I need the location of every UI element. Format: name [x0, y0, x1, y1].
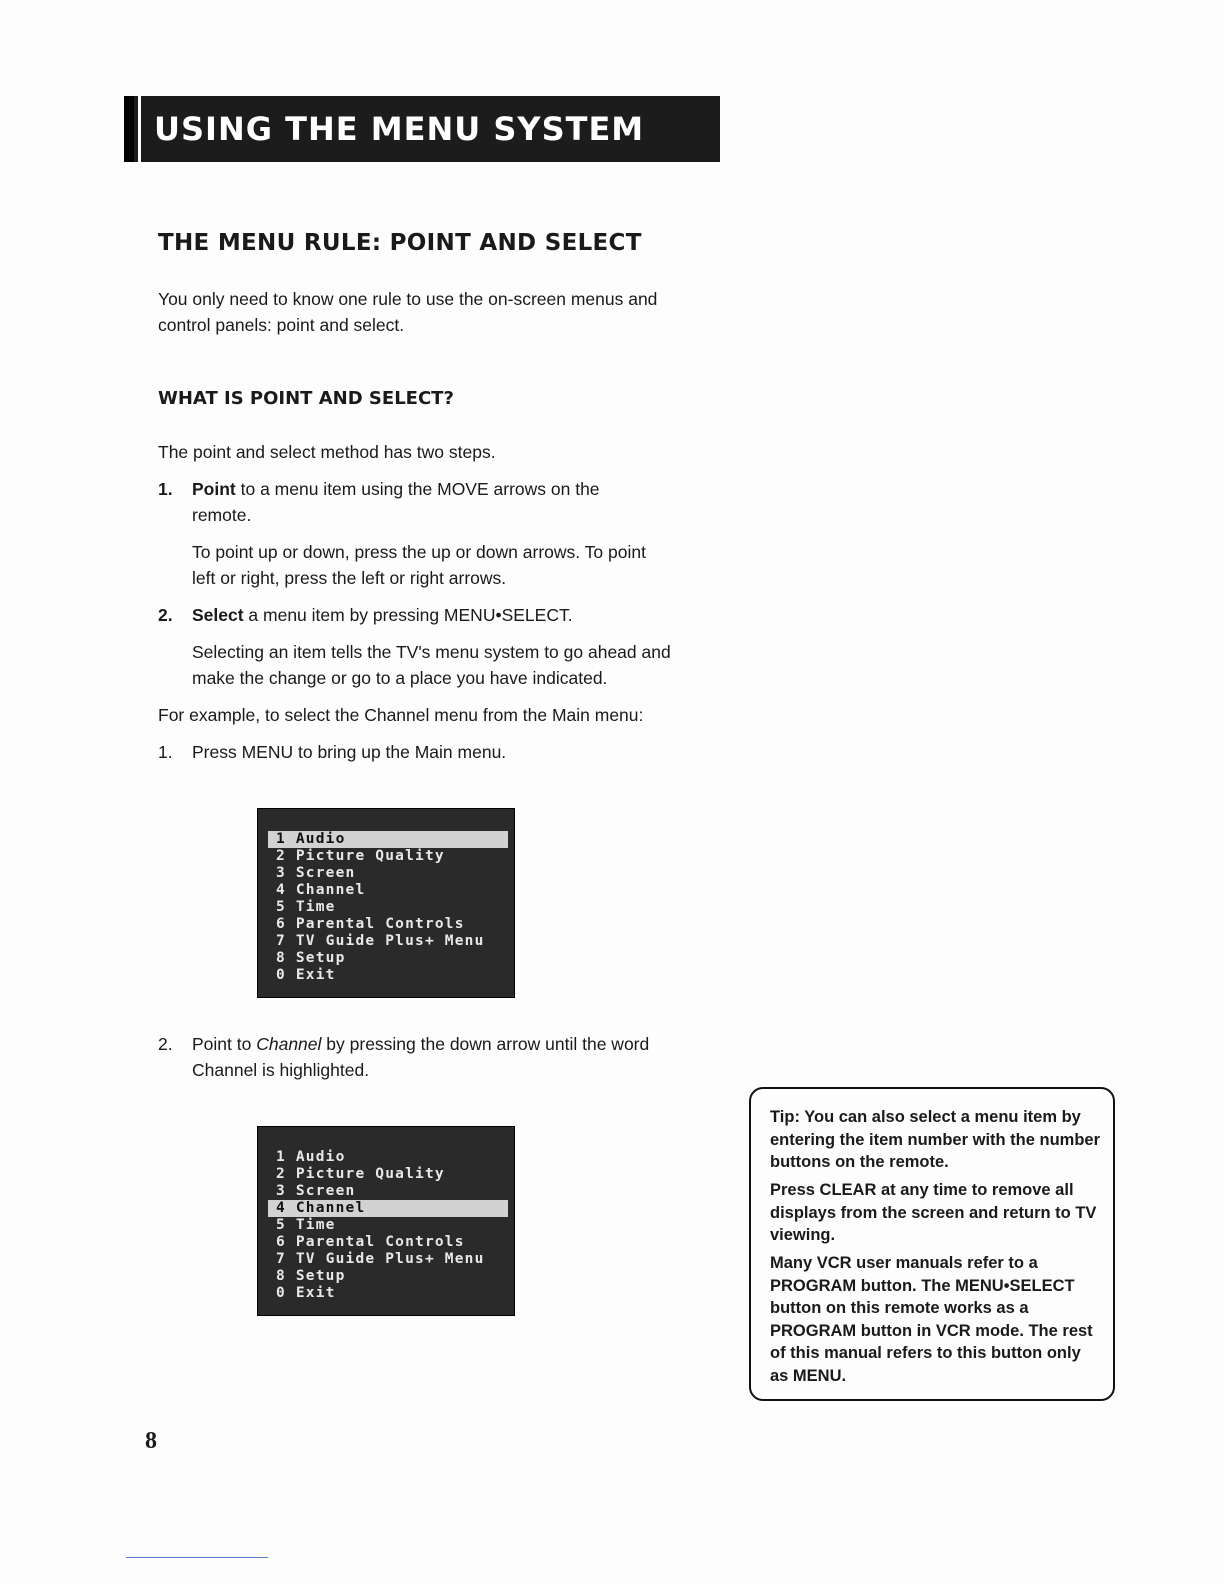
example1-text: Press MENU to bring up the Main menu.	[192, 742, 507, 762]
menu-item: 6 Parental Controls	[276, 1234, 465, 1250]
chapter-title: USING THE MENU SYSTEM	[154, 110, 645, 148]
menu-item: 2 Picture Quality	[276, 848, 445, 864]
step2-detail-line1: Selecting an item tells the TV's menu system to go ahead and	[192, 642, 671, 662]
menu-list	[268, 831, 508, 984]
subsection-title: WHAT IS POINT AND SELECT?	[158, 388, 454, 409]
footer-rule	[126, 1557, 268, 1558]
example2-text	[192, 1031, 649, 1057]
intro-text-line2: control panels: point and select.	[158, 315, 405, 335]
step1-text	[192, 476, 600, 502]
menu-item: 1 Audio	[268, 831, 508, 848]
step2-keyword: Select	[192, 605, 244, 625]
tip-box	[749, 1087, 1115, 1401]
example-text: For example, to select the Channel menu from the Main menu:	[158, 705, 644, 725]
menu-item: 3 Screen	[276, 1183, 356, 1199]
main-menu-screenshot-1	[257, 808, 515, 998]
menu-item: 5 Time	[276, 899, 336, 915]
step1-text-line1: to a menu item using the MOVE arrows on the	[235, 479, 600, 499]
example2-number: 2.	[158, 1034, 173, 1054]
menu-item: 7 TV Guide Plus+ Menu	[276, 1251, 485, 1267]
step1-detail-line1: To point up or down, press the up or down arrows. To point	[192, 542, 646, 562]
menu-item: 4 Channel	[276, 882, 366, 898]
menu-item: 8 Setup	[276, 950, 346, 966]
step1-number: 1.	[158, 479, 173, 499]
menu-item: 0 Exit	[276, 1285, 336, 1301]
main-menu-screenshot-2	[257, 1126, 515, 1316]
lead-text: The point and select method has two steps.	[158, 442, 496, 462]
example2-channel-italic: Channel	[256, 1034, 322, 1054]
menu-item: 3 Screen	[276, 865, 356, 881]
tip-paragraph-1: Tip: You can also select a menu item by entering the item number with the number buttons on the remote.	[770, 1108, 1101, 1171]
example2-text-after: by pressing the down arrow until the word	[321, 1034, 650, 1054]
step2-number: 2.	[158, 605, 173, 625]
menu-item: 6 Parental Controls	[276, 916, 465, 932]
banner-divider	[138, 96, 141, 162]
intro-text-line1: You only need to know one rule to use the on-screen menus and	[158, 289, 658, 309]
step2-text	[192, 602, 573, 628]
menu-item: 0 Exit	[276, 967, 336, 983]
example1-number: 1.	[158, 742, 173, 762]
page-number: 8	[145, 1428, 157, 1454]
example2-text-before: Point to	[192, 1034, 257, 1054]
example2-text-line2: Channel is highlighted.	[192, 1060, 370, 1080]
chapter-banner	[124, 96, 720, 162]
menu-item: 5 Time	[276, 1217, 336, 1233]
menu-item: 1 Audio	[276, 1149, 346, 1165]
step1-text-line2: remote.	[192, 505, 252, 525]
menu-item: 2 Picture Quality	[276, 1166, 445, 1182]
menu-item: 7 TV Guide Plus+ Menu	[276, 933, 485, 949]
menu-item: 4 Channel	[268, 1200, 508, 1217]
banner-bar	[124, 96, 134, 162]
step1-detail-line2: left or right, press the left or right arrows.	[192, 568, 507, 588]
step2-detail-line2: make the change or go to a place you have indicated.	[192, 668, 608, 688]
step2-text-rest: a menu item by pressing MENU•SELECT.	[243, 605, 573, 625]
tip-paragraph-3: Many VCR user manuals refer to a PROGRAM button. The MENU•SELECT button on this remote works as a PROGRAM button in VCR mode. The rest of this manual refers to this button only as MENU.	[770, 1254, 1093, 1385]
section-title: THE MENU RULE: POINT AND SELECT	[158, 230, 642, 256]
menu-list	[268, 1149, 508, 1302]
tip-paragraph-2: Press CLEAR at any time to remove all displays from the screen and return to TV viewing.	[770, 1181, 1097, 1244]
menu-item: 8 Setup	[276, 1268, 346, 1284]
step1-keyword: Point	[192, 479, 236, 499]
